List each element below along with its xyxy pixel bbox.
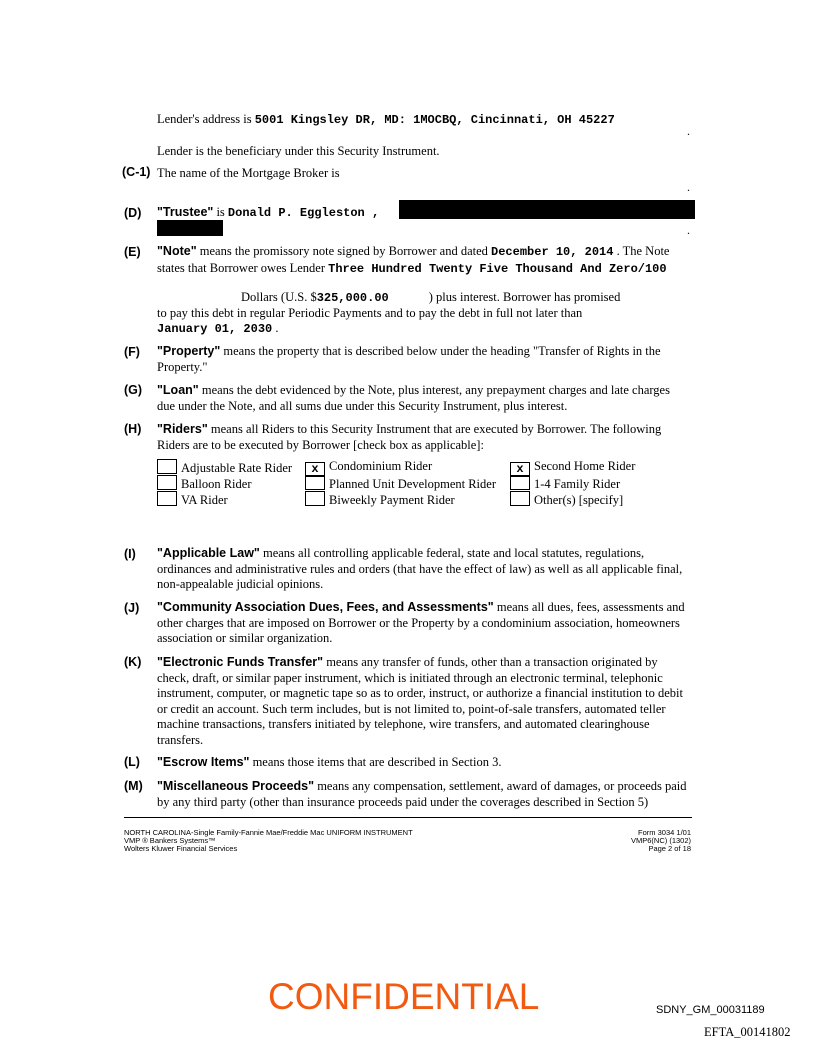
rider-checkbox[interactable] bbox=[305, 475, 325, 490]
misc-proceeds-term: "Miscellaneous Proceeds" bbox=[157, 779, 315, 793]
section-e-label: (E) bbox=[124, 245, 141, 259]
rider-checkbox[interactable] bbox=[510, 475, 530, 490]
note-promise-text bbox=[157, 290, 690, 306]
rider-checkbox[interactable] bbox=[157, 459, 177, 474]
line-end-dot: . bbox=[687, 124, 690, 138]
property-term: "Property" bbox=[157, 344, 221, 358]
section-i-label: (I) bbox=[124, 547, 136, 561]
property-paragraph bbox=[157, 344, 690, 375]
note-text-2: . The Note states that Borrower owes Lender bbox=[157, 244, 670, 275]
footer-divider bbox=[124, 817, 692, 818]
lender-address-prefix: Lender's address is bbox=[157, 112, 255, 126]
footer-publisher: Wolters Kluwer Financial Services bbox=[124, 844, 238, 853]
property-text: means the property that is described below under the heading "Transfer of Rights in the Property." bbox=[157, 344, 661, 374]
rider-label: Planned Unit Development Rider bbox=[329, 477, 496, 491]
applicable-law-paragraph bbox=[157, 546, 690, 593]
community-dues-text: means all dues, fees, assessments and other charges that are imposed on Borrower or the Property by a condominium association, homeowners association or similar organization. bbox=[157, 600, 685, 645]
rider-checkbox[interactable] bbox=[510, 491, 530, 506]
community-dues-term: "Community Association Dues, Fees, and Assessments" bbox=[157, 600, 494, 614]
rider-adjustable-rate[interactable] bbox=[157, 459, 292, 476]
note-text-5: . bbox=[272, 321, 279, 335]
community-dues-paragraph bbox=[157, 600, 690, 647]
applicable-law-text: means all controlling applicable federal, state and local statutes, regulations, ordinances and administrative rules and orders (that have the effect of law) as well as all applicable final, non-appealable judicial opinions. bbox=[157, 546, 683, 591]
note-maturity-date: January 01, 2030 bbox=[157, 322, 273, 336]
section-j-label: (J) bbox=[124, 601, 140, 615]
escrow-items-term: "Escrow Items" bbox=[157, 755, 250, 769]
footer-page-number: Page 2 of 18 bbox=[648, 844, 691, 853]
riders-term: "Riders" bbox=[157, 422, 208, 436]
efta-number: EFTA_00141802 bbox=[704, 1025, 791, 1039]
line-end-dot: . bbox=[687, 223, 690, 237]
note-promise-text-2 bbox=[157, 306, 690, 322]
rider-balloon[interactable] bbox=[157, 475, 251, 492]
rider-checkbox[interactable] bbox=[157, 491, 177, 506]
rider-label: 1-4 Family Rider bbox=[534, 477, 621, 491]
redaction-block bbox=[399, 200, 695, 219]
rider-biweekly[interactable] bbox=[305, 491, 455, 508]
mortgage-broker-text: The name of the Mortgage Broker is bbox=[157, 166, 340, 180]
rider-label: Other(s) [specify] bbox=[534, 493, 624, 507]
note-term: "Note" bbox=[157, 244, 197, 258]
eft-term: "Electronic Funds Transfer" bbox=[157, 655, 324, 669]
escrow-items-text: means those items that are described in Section 3. bbox=[249, 755, 502, 769]
note-amount: 325,000.00 bbox=[316, 291, 389, 305]
loan-term: "Loan" bbox=[157, 383, 199, 397]
rider-checkbox[interactable]: x bbox=[305, 462, 325, 477]
rider-label: Condominium Rider bbox=[329, 459, 433, 473]
note-date: December 10, 2014 bbox=[491, 245, 614, 259]
trustee-name: Donald P. Eggleston , bbox=[227, 206, 380, 220]
applicable-law-term: "Applicable Law" bbox=[157, 546, 260, 560]
note-paragraph bbox=[157, 244, 690, 277]
section-l-label: (L) bbox=[124, 755, 140, 769]
loan-paragraph bbox=[157, 383, 690, 414]
riders-text: means all Riders to this Security Instrument that are executed by Borrower. The following Riders are to be executed by Borrower [check box as applicable]: bbox=[157, 422, 662, 452]
rider-checkbox[interactable] bbox=[157, 475, 177, 490]
note-promise-line: ) plus interest. Borrower has promised bbox=[428, 290, 621, 304]
note-promise-line-2: to pay this debt in regular Periodic Payments and to pay the debt in full not later than bbox=[157, 306, 583, 320]
note-maturity-line bbox=[157, 321, 690, 338]
note-text-3: Dollars (U.S. $ bbox=[241, 290, 317, 304]
footer-left bbox=[124, 829, 413, 853]
section-g-label: (G) bbox=[124, 383, 143, 397]
redaction-block bbox=[157, 220, 223, 236]
section-d-label: (D) bbox=[124, 206, 142, 220]
eft-text: means any transfer of funds, other than a transaction originated by check, draft, or similar paper instrument, which is initiated through an electronic terminal, telephonic instrument, computer, or magnetic tape so as to order, instruct, or authorize a financial institution to debit or credit an account. Such term includes, but is not limited to, point-of-sale transfers, automated teller machine transactions, transfers initiated by telephone, wire transfers, and automated clearinghouse transfers. bbox=[157, 655, 683, 747]
section-c1-label: (C-1) bbox=[122, 165, 151, 179]
line-end-dot: . bbox=[687, 180, 690, 194]
bates-number: SDNY_GM_00031189 bbox=[656, 1004, 765, 1016]
footer-form-number: Form 3034 1/01 bbox=[638, 828, 691, 837]
section-f-label: (F) bbox=[124, 345, 140, 359]
rider-1-4-family[interactable] bbox=[510, 475, 620, 492]
footer-form-title: NORTH CAROLINA-Single Family-Fannie Mae/Freddie Mac UNIFORM INSTRUMENT bbox=[124, 828, 413, 837]
rider-label: Balloon Rider bbox=[181, 477, 252, 491]
rider-label: Biweekly Payment Rider bbox=[329, 493, 455, 507]
trustee-term: "Trustee" bbox=[157, 205, 214, 219]
riders-paragraph bbox=[157, 422, 690, 453]
rider-label: VA Rider bbox=[181, 493, 228, 507]
misc-proceeds-paragraph bbox=[157, 779, 690, 810]
section-k-label: (K) bbox=[124, 655, 142, 669]
lender-address-value: 5001 Kingsley DR, MD: 1MOCBQ, Cincinnati, OH 45227 bbox=[254, 113, 615, 127]
footer-right bbox=[631, 829, 691, 853]
escrow-items-paragraph bbox=[157, 755, 690, 771]
rider-va[interactable] bbox=[157, 491, 228, 508]
footer-vendor: VMP ® Bankers Systems™ bbox=[124, 836, 216, 845]
note-text-1: means the promissory note signed by Borrower and dated bbox=[196, 244, 492, 258]
rider-label: Second Home Rider bbox=[534, 459, 636, 473]
rider-other[interactable] bbox=[510, 491, 623, 508]
section-m-label: (M) bbox=[124, 779, 143, 793]
section-h-label: (H) bbox=[124, 422, 142, 436]
footer-vmp-code: VMP6(NC) (1302) bbox=[630, 836, 691, 845]
lender-address-line bbox=[157, 112, 690, 129]
note-amount-words: Three Hundred Twenty Five Thousand And Zero/100 bbox=[328, 261, 667, 276]
lender-beneficiary-text: Lender is the beneficiary under this Security Instrument. bbox=[157, 144, 440, 158]
misc-proceeds-text: means any compensation, settlement, award of damages, or proceeds paid by any third party (other than insurance proceeds paid under the coverages described in Section 5) bbox=[157, 779, 687, 809]
rider-label: Adjustable Rate Rider bbox=[181, 461, 293, 475]
loan-text: means the debt evidenced by the Note, plus interest, any prepayment charges and late charges due under the Note, and all sums due under this Security Instrument, plus interest. bbox=[157, 383, 670, 413]
confidential-stamp: CONFIDENTIAL bbox=[268, 976, 540, 1017]
eft-paragraph bbox=[157, 655, 690, 748]
rider-pud[interactable] bbox=[305, 475, 496, 492]
rider-checkbox[interactable] bbox=[305, 491, 325, 506]
trustee-is: is bbox=[213, 205, 228, 219]
rider-checkbox[interactable]: x bbox=[510, 462, 530, 477]
